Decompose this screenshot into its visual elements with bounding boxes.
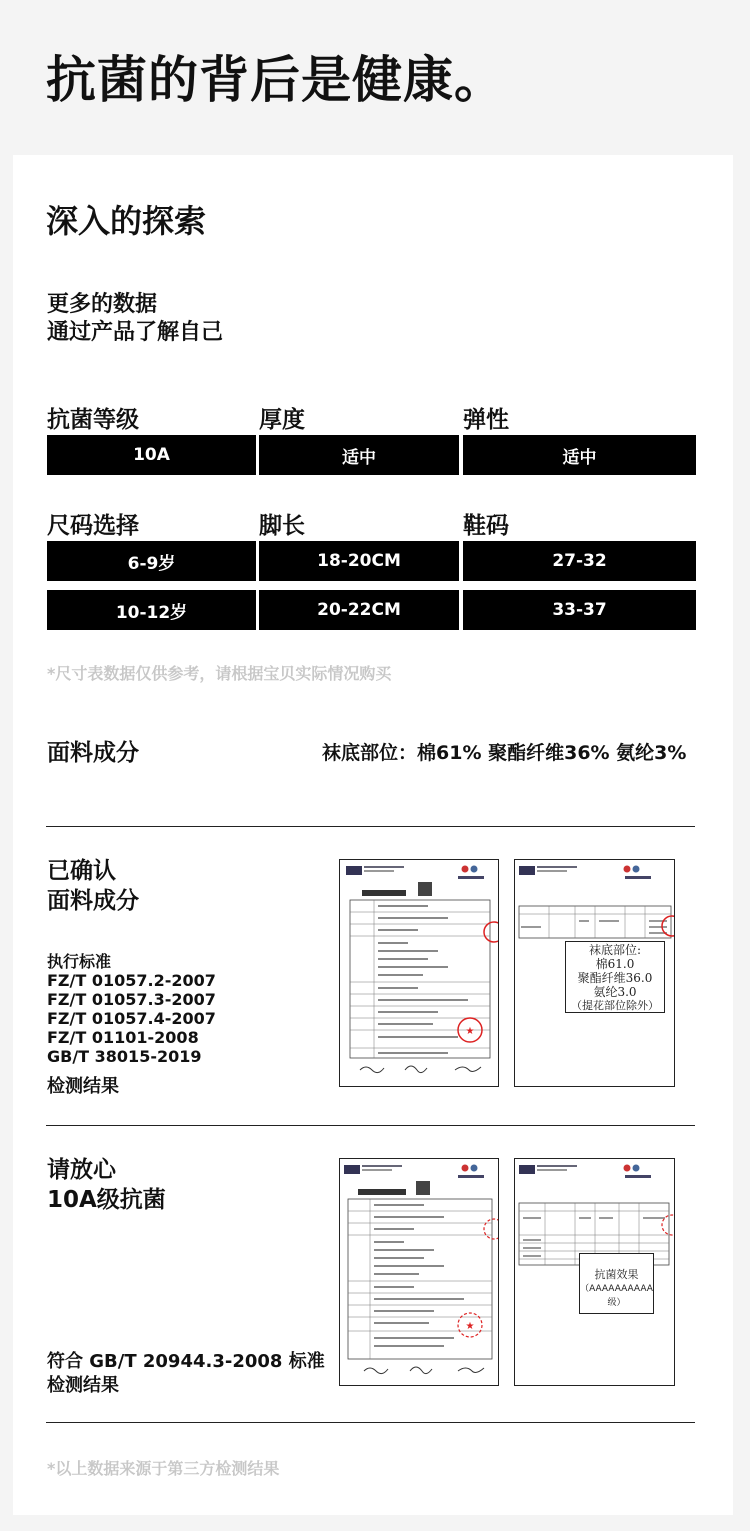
size-row-2-foot: 20-22CM	[259, 590, 459, 630]
page-headline: 抗菌的背后是健康。	[46, 51, 505, 109]
highlight-line: （提花部位除外）	[571, 999, 659, 1012]
highlight-line: 聚酯纤维36.0	[577, 971, 653, 985]
highlight-line: 抗菌效果	[594, 1268, 639, 1281]
antibac-result-label: 检测结果	[47, 1375, 119, 1396]
size-note: *尺寸表数据仅供参考，请根据宝贝实际情况购买	[47, 664, 392, 683]
size-row-1-size: 6-9岁	[47, 541, 256, 581]
size-row-1-foot: 18-20CM	[259, 541, 459, 581]
size-row-1-shoe: 27-32	[463, 541, 696, 581]
confirm-title-2: 面料成分	[47, 888, 139, 914]
thickness-label: 厚度	[259, 407, 305, 433]
antibacterial-value: 10A	[47, 435, 256, 475]
highlight-line: 氨纶3.0	[593, 985, 637, 999]
antibac-title-1: 请放心	[47, 1157, 116, 1183]
standard-item: FZ/T 01101-2008	[47, 1028, 199, 1047]
explore-title: 深入的探索	[46, 202, 207, 240]
footer-note: *以上数据来源于第三方检测结果	[47, 1459, 280, 1478]
standards-title: 执行标准	[47, 952, 112, 971]
composition-highlight-box	[565, 941, 665, 1013]
explore-subtitle-2: 通过产品了解自己	[47, 320, 224, 345]
elasticity-label: 弹性	[463, 407, 509, 433]
thickness-value: 适中	[259, 435, 459, 475]
svg-text:★: ★	[465, 1321, 475, 1332]
test-report-image	[339, 859, 499, 1087]
highlight-line: 袜底部位:	[588, 943, 642, 957]
confirm-title-1: 已确认	[47, 858, 116, 884]
size-row-2-size: 10-12岁	[47, 590, 256, 630]
confirm-result-label: 检测结果	[47, 1076, 119, 1097]
standard-item: FZ/T 01057.4-2007	[47, 1009, 216, 1028]
standard-item: FZ/T 01057.3-2007	[47, 990, 216, 1009]
highlight-line: 棉61.0	[595, 957, 635, 971]
highlight-line: （AAAAAAAAAA级）	[580, 1284, 653, 1308]
foot-length-label: 脚长	[259, 513, 305, 539]
divider	[46, 826, 695, 827]
standard-item: FZ/T 01057.2-2007	[47, 971, 216, 990]
composition-title: 面料成分	[47, 740, 139, 766]
antibac-highlight-box	[579, 1253, 654, 1314]
antibac-title-2: 10A级抗菌	[47, 1187, 166, 1213]
standard-item: GB/T 38015-2019	[47, 1047, 202, 1066]
antibac-standard: 符合 GB/T 20944.3-2008 标准	[47, 1351, 325, 1372]
explore-subtitle-1: 更多的数据	[47, 292, 158, 317]
test-report-image	[339, 1158, 499, 1386]
elasticity-value: 适中	[463, 435, 696, 475]
divider	[46, 1125, 695, 1126]
antibacterial-label: 抗菌等级	[47, 407, 139, 433]
shoe-size-label: 鞋码	[463, 513, 509, 539]
composition-detail: 袜底部位：棉61% 聚酯纤维36% 氨纶3%	[322, 742, 687, 764]
size-label: 尺码选择	[47, 513, 139, 539]
size-row-2-shoe: 33-37	[463, 590, 696, 630]
divider	[46, 1422, 695, 1423]
svg-text:★: ★	[465, 1026, 475, 1037]
